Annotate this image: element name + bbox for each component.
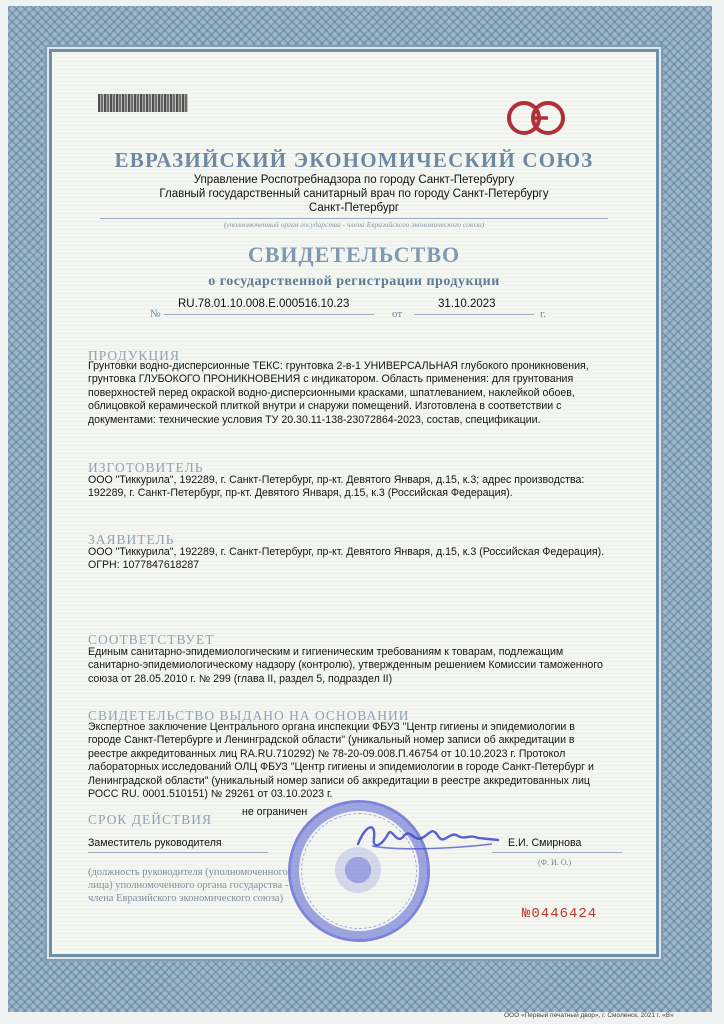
text-line: грунтовка ГЛУБОКОГО ПРОНИКНОВЕНИЯ с индикатором. Область применения: для грунтования (88, 373, 574, 386)
section-heading-basis: СВИДЕТЕЛЬСТВО ВЫДАНО НА ОСНОВАНИИ (88, 708, 410, 723)
barcode (98, 94, 188, 112)
text-line: Ленинградской области" (уникальный номер записи об аккредитации в реестре аккредитованных лиц (88, 774, 590, 787)
divider (88, 852, 268, 853)
text-line: Экспертное заключение Центрального органа инспекции ФБУЗ "Центр гигиены и эпидемиологии в (88, 721, 575, 733)
text-line: поверхностей перед окраской водно-дисперсионными красками, шпатлеванием, наклейкой обоев, (88, 386, 575, 399)
authority-hint: (уполномоченный орган государства - члена Евразийского экономического союза) (223, 220, 485, 229)
fio-hint: (Ф. И. О.) (538, 858, 572, 867)
registration-date: 31.10.2023 (438, 298, 496, 310)
number-label: № (150, 308, 161, 320)
text-line: Единым санитарно-эпидемиологическим и гигиеническим требованиям к товарам, подлежащим (88, 646, 564, 658)
signature-icon (352, 816, 502, 856)
text-line: лабораторных исследований ОЛЦ ФБУЗ "Центр гигиены и эпидемиологии в городе Санкт-Петербург и (88, 761, 594, 774)
text-line: облицовкой керамической плиткой внутри и снаружи помещений. Изготовлена в соответствии с (88, 400, 562, 413)
hint-line: члена Евразийского экономического союза) (88, 893, 284, 904)
authority-line: Управление Роспотребнадзора по городу Санкт-Петербургу (193, 174, 515, 186)
text-line: городе Санкт-Петербурге и Ленинградской области" (уникальный номер записи об аккредитации в (88, 734, 575, 747)
basis-text (88, 721, 618, 801)
blank-number: №0446424 (522, 906, 598, 922)
certificate-body (52, 52, 656, 954)
text-line: РОСС RU. 0001.510151) № 29261 от 03.10.2023 г. (88, 788, 333, 801)
text-line: реестре аккредитованных лиц RA.RU.710292) № 78-20-09.008.П.46754 от 10.10.2023 г. Протокол (88, 747, 566, 760)
position-hint (88, 866, 288, 905)
section-heading-validity: СРОК ДЕЙСТВИЯ (88, 812, 213, 827)
text-line: ООО "Тиккурила", 192289, г. Санкт-Петербург, пр-кт. Девятого Января, д.15, к.3; адрес производства: (88, 474, 585, 486)
union-title: ЕВРАЗИЙСКИЙ ЭКОНОМИЧЕСКИЙ СОЮЗ (114, 148, 594, 172)
from-label: от (392, 308, 403, 320)
section-heading-conformity: СООТВЕТСТВУЕТ (88, 632, 215, 647)
conformity-text (88, 646, 618, 686)
hint-line: лица) уполномоченного органа государства - (88, 880, 289, 891)
printer-note: ООО «Первый печатный двор», г. Смоленск, 2021 г. «В» (504, 1012, 674, 1019)
eac-logo-icon (504, 98, 570, 138)
divider (164, 314, 374, 315)
text-line: ООО "Тиккурила", 192289, г. Санкт-Петербург, пр-кт. Девятого Января, д.15, к.3 (Российская Федерация). (88, 546, 605, 558)
divider (414, 314, 534, 315)
year-suffix: г. (540, 308, 547, 320)
section-heading-product: ПРОДУКЦИЯ (88, 348, 180, 363)
applicant-text (88, 546, 618, 573)
signatory-name: Е.И. Смирнова (508, 837, 582, 849)
signatory-position: Заместитель руководителя (88, 837, 222, 849)
text-line: 192289, г. Санкт-Петербург, пр-кт. Девятого Января, д.15, к.3 (Российская Федерация). (88, 487, 513, 500)
divider (100, 218, 608, 219)
authority-line: Санкт-Петербург (308, 202, 400, 214)
validity-value: не ограничен (242, 806, 308, 818)
text-line: союза от 28.05.2010 г. № 299 (глава II, раздел 5, подраздел II) (88, 672, 393, 685)
text-line: документами: технические условия ТУ 20.30.11-138-23072864-2023, состав, спецификации. (88, 413, 541, 426)
product-text (88, 360, 618, 427)
certificate-title: СВИДЕТЕЛЬСТВО (247, 242, 461, 267)
hint-line: (должность руководителя (уполномоченного (88, 867, 288, 878)
authority-line: Главный государственный санитарный врач по городу Санкт-Петербургу (159, 188, 549, 200)
text-line: санитарно-эпидемиологическому надзору (контролю), утвержденным решением Комиссии таможенного (88, 659, 603, 672)
divider (492, 852, 622, 853)
section-heading-applicant: ЗАЯВИТЕЛЬ (88, 532, 175, 547)
registration-number: RU.78.01.10.008.E.000516.10.23 (178, 298, 350, 310)
text-line: Грунтовки водно-дисперсионные ТЕКС: грунтовка 2-в-1 УНИВЕРСАЛЬНАЯ глубокого проникновения, (88, 360, 589, 372)
certificate-subtitle: о государственной регистрации продукции (208, 274, 500, 289)
manufacturer-text (88, 474, 618, 501)
text-line: ОГРН: 1077847618287 (88, 559, 200, 572)
section-heading-manufacturer: ИЗГОТОВИТЕЛЬ (88, 460, 204, 475)
